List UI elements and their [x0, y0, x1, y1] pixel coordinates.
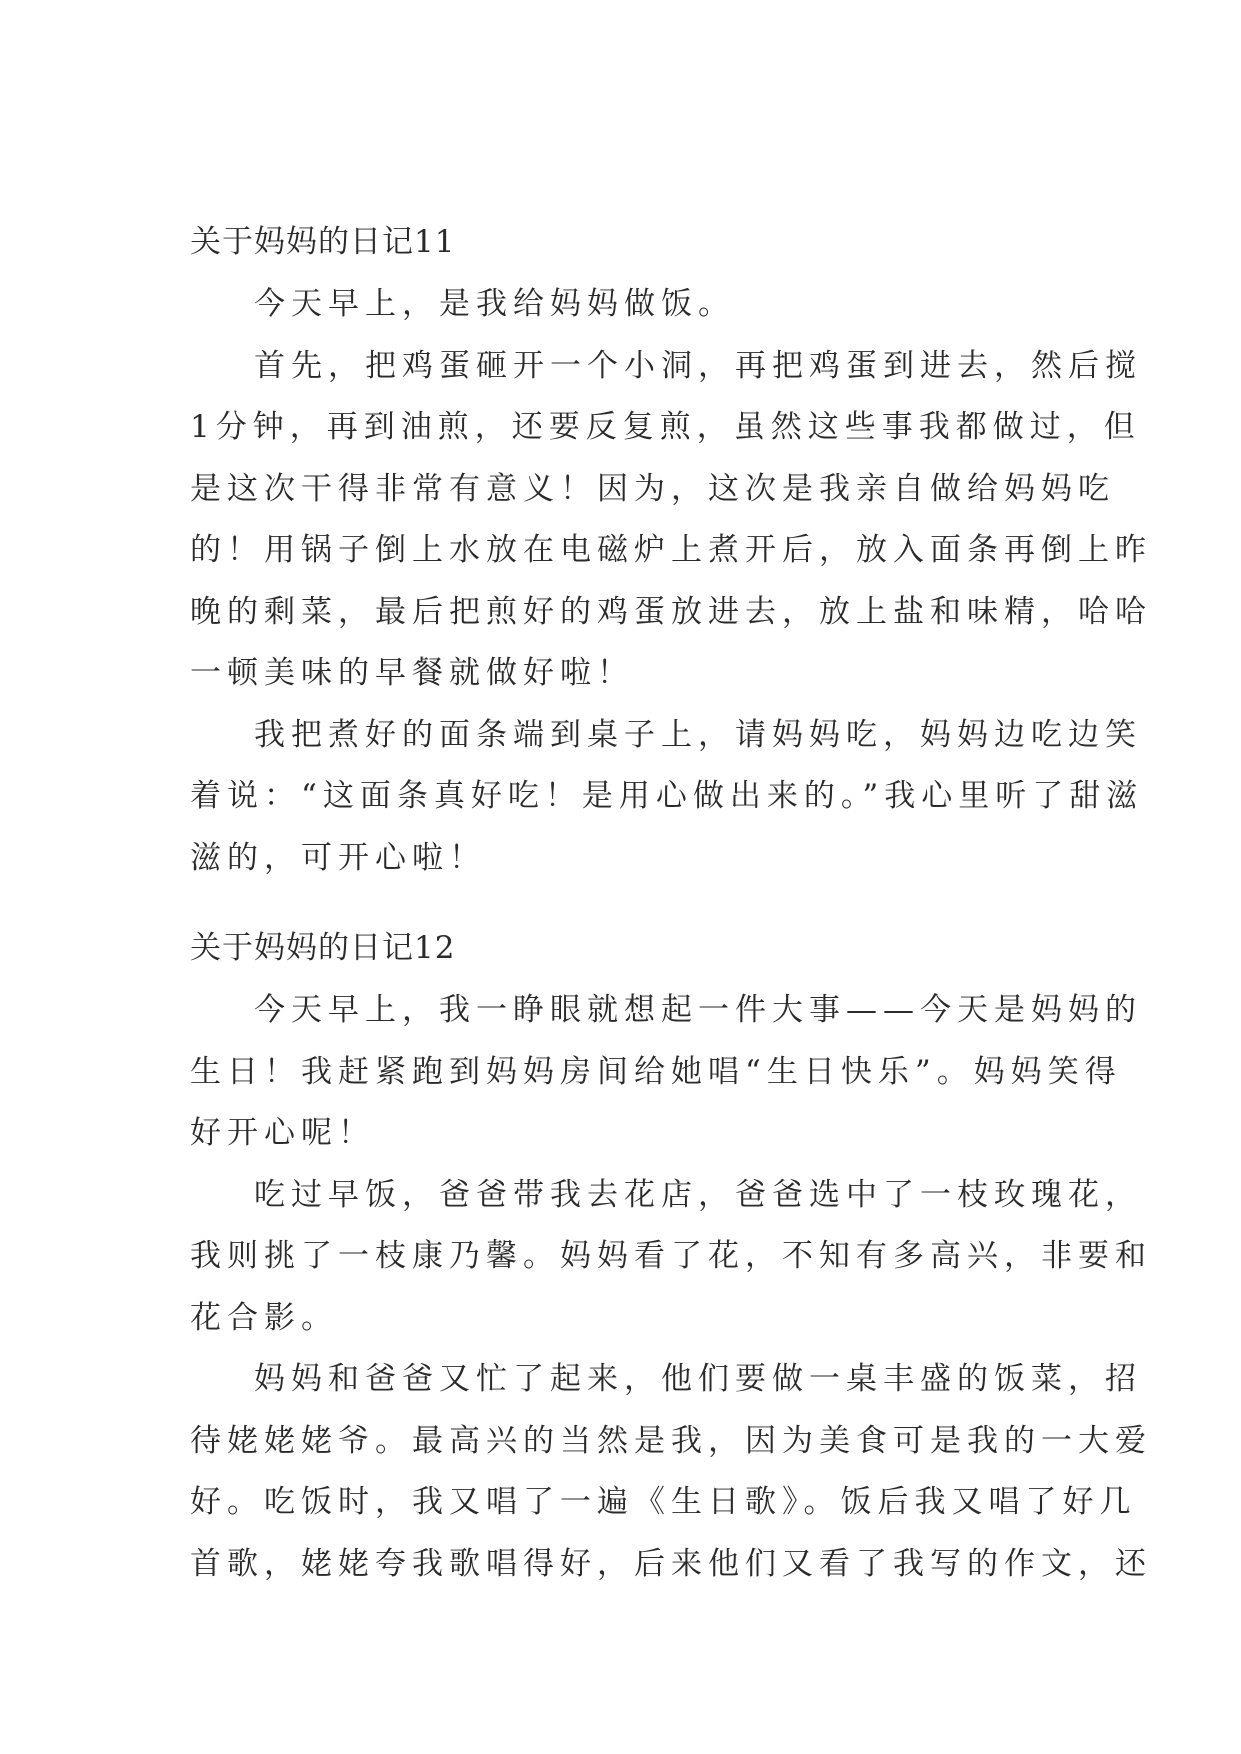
paragraph	[190, 274, 1070, 336]
text-line: 我把煮好的面条端到桌子上，请妈妈吃，妈妈边吃边笑	[254, 716, 1142, 753]
paragraph	[190, 1165, 1152, 1350]
text-line: 今天早上，是我给妈妈做饭。	[254, 286, 735, 322]
text-line: 晚的剩菜，最后把煎好的鸡蛋放进去，放上盐和味精，哈哈	[190, 593, 1152, 630]
text-line: 花合影。	[190, 1299, 338, 1336]
text-line: 我则挑了一枝康乃馨。妈妈看了花，不知有多高兴，非要和	[190, 1238, 1152, 1274]
text-line: 1分钟，再到油煎，还要反复煎，虽然这些事我都做过，但	[190, 409, 1141, 445]
paragraph	[190, 705, 1144, 890]
text-line: 一顿美味的早餐就做好啦！	[190, 655, 634, 691]
text-line: 今天早上，我一睁眼就想起一件大事——今天是妈妈的	[254, 992, 1142, 1028]
diary-entry-11	[190, 212, 1152, 889]
text-line: 首歌，姥姥夸我歌唱得好，后来他们又看了我写的作文，还	[190, 1545, 1152, 1582]
paragraph	[190, 1349, 1152, 1595]
text-line: 首先，把鸡蛋砸开一个小洞，再把鸡蛋到进去，然后搅	[254, 347, 1142, 384]
text-line: 滋的，可开心啦！	[190, 839, 486, 876]
paragraph	[190, 336, 1152, 705]
text-line: 着说：“这面条真好吃！是用心做出来的。”我心里听了甜滋	[190, 778, 1144, 814]
text-line: 待姥姥姥爷。最高兴的当然是我，因为美食可是我的一大爱	[190, 1422, 1152, 1459]
diary-entry-12	[190, 918, 1152, 1595]
text-line: 吃过早饭，爸爸带我去花店，爸爸选中了一枝玫瑰花，	[254, 1176, 1142, 1213]
text-line: 的！用锅子倒上水放在电磁炉上煮开后，放入面条再倒上昨	[190, 532, 1152, 568]
entry-title: 关于妈妈的日记11	[190, 224, 456, 260]
entry-title: 关于妈妈的日记12	[190, 930, 456, 966]
text-line: 是这次干得非常有意义！因为，这次是我亲自做给妈妈吃	[190, 470, 1115, 507]
text-line: 好开心呢！	[190, 1115, 375, 1151]
text-line: 生日！我赶紧跑到妈妈房间给她唱“生日快乐”。妈妈笑得	[190, 1053, 1122, 1090]
paragraph	[190, 980, 1142, 1165]
text-line: 妈妈和爸爸又忙了起来，他们要做一桌丰盛的饭菜，招	[254, 1361, 1142, 1397]
text-line: 好。吃饭时，我又唱了一遍《生日歌》。饭后我又唱了好几	[190, 1484, 1137, 1520]
